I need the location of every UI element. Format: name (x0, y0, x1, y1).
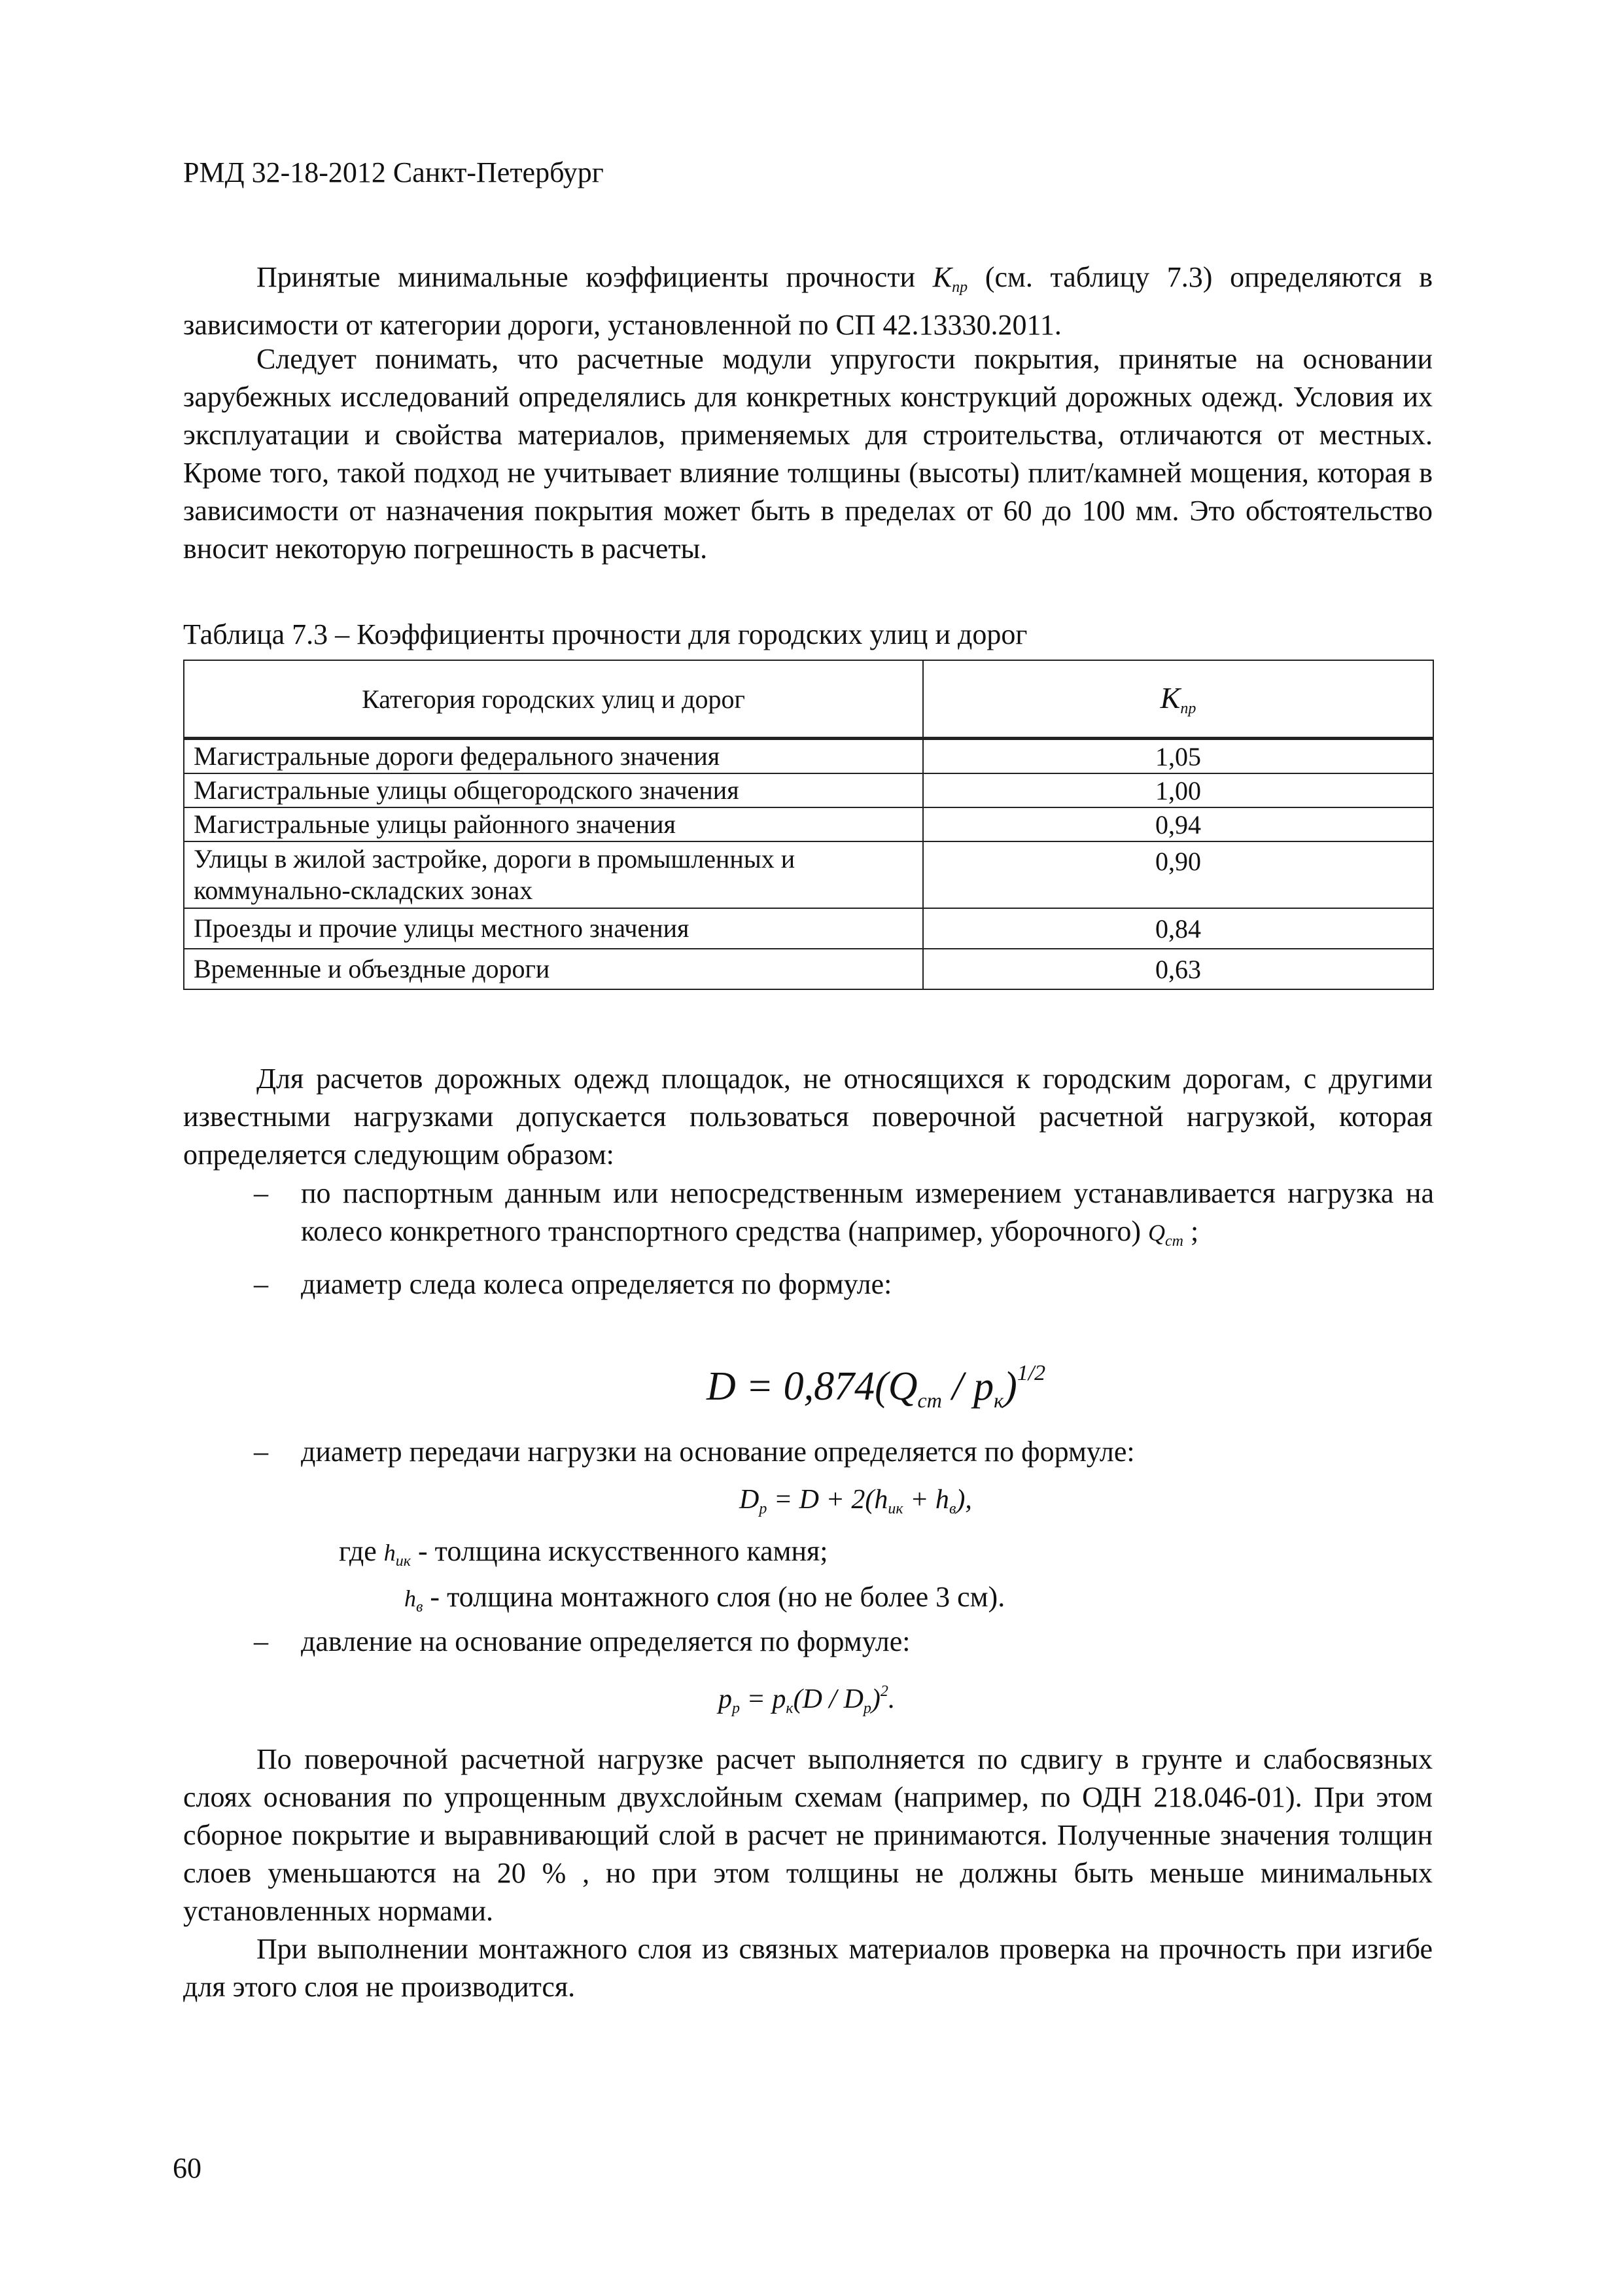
k-subscript: пр (952, 279, 968, 296)
table-row (184, 949, 1433, 989)
k-letter: K (932, 261, 952, 293)
table-row (184, 908, 1433, 949)
formula2-mid: = D + 2(h (767, 1485, 888, 1515)
table-cell-value: 0,84 (923, 908, 1433, 949)
paragraph-coefficients-text-start: Принятые минимальные коэффициенты прочности (256, 261, 916, 293)
bullet-wheel-load (254, 1174, 1434, 1260)
where-h-ik (339, 1534, 828, 1570)
formula3-sub-k: к (786, 1700, 794, 1717)
where-word: где (339, 1535, 377, 1567)
header-k-subscript: пр (1180, 699, 1196, 717)
bullet-wheel-diameter (254, 1265, 1434, 1303)
table-cell-value: 0,94 (923, 807, 1433, 841)
formula1-exponent: 1/2 (1017, 1361, 1046, 1385)
table-cell-category: Магистральные улицы общегородского значения (184, 773, 923, 807)
q-symbol (1147, 1220, 1183, 1250)
bullet-list-1 (254, 1174, 1434, 1303)
paragraph-coefficients (183, 258, 1433, 344)
coefficients-table (183, 660, 1434, 990)
bullet-base-pressure (254, 1623, 1434, 1661)
h-v-letter: h (404, 1585, 416, 1612)
formula2-sub-p: p (759, 1500, 767, 1517)
formula3-mid2: (D / D (793, 1684, 864, 1714)
formula3-sub-p: p (732, 1700, 740, 1717)
q-letter: Q (1147, 1220, 1165, 1246)
formula1-end: ) (1003, 1364, 1017, 1409)
formula-transfer-diameter (739, 1484, 972, 1518)
h-v-symbol (404, 1585, 423, 1616)
bullet-dash: – (254, 1268, 268, 1300)
table-row (184, 773, 1433, 807)
h-ik-symbol (383, 1540, 411, 1570)
bullet-base-pressure-text: давление на основание определяется по формуле: (301, 1625, 911, 1657)
table-cell-value: 0,90 (923, 841, 1433, 908)
bullet-dash: – (254, 1436, 268, 1468)
bullet-wheel-load-text: по паспортным данным или непосредственным измерением устанавливается нагрузка на колесо конкретного транспортного средства (например, уборочного) (301, 1177, 1434, 1247)
table-cell-category: Магистральные улицы районного значения (184, 807, 923, 841)
formula2-mid2: + h (903, 1485, 949, 1515)
formula1-sub-k: к (994, 1388, 1004, 1412)
bullet-transfer-diameter (254, 1433, 1434, 1471)
formula1-main: D = 0,874(Q (707, 1364, 918, 1409)
h-v-subscript: в (416, 1598, 423, 1616)
bullet-dash: – (254, 1625, 268, 1657)
formula3-mid: = p (740, 1684, 786, 1714)
header-k-symbol (923, 660, 1433, 739)
formula3-exponent: 2 (880, 1683, 888, 1700)
table-cell-category: Временные и объездные дороги (184, 949, 923, 989)
bullet-dash: – (254, 1177, 268, 1209)
formula2-end: ), (956, 1485, 972, 1515)
h-ik-letter: h (383, 1540, 396, 1566)
page-header: РМД 32-18-2012 Санкт-Петербург (183, 156, 604, 188)
h-ik-subscript: ик (395, 1553, 411, 1570)
k-symbol (932, 261, 968, 296)
table-header-row (184, 660, 1433, 739)
table-caption: Таблица 7.3 – Коэффициенты прочности для городских улиц и дорог (183, 618, 1028, 650)
formula3-end: ) (871, 1684, 881, 1714)
table-cell-category: Проезды и прочие улицы местного значения (184, 908, 923, 949)
bullet-list-2 (254, 1433, 1434, 1471)
formula-base-pressure (718, 1683, 895, 1718)
paragraph-mounting-layer: При выполнении монтажного слоя из связных материалов проверка на прочность при изгибе для этого слоя не производится. (183, 1933, 1433, 2003)
bullet-transfer-diameter-text: диаметр передачи нагрузки на основание определяется по формуле: (301, 1436, 1135, 1468)
paragraph-verification-load: Для расчетов дорожных одежд площадок, не относящихся к городским дорогам, с другими известными нагрузками допускается пользоваться поверочной расчетной нагрузкой, которая определяется следующим образом: (183, 1063, 1433, 1171)
bullet-wheel-diameter-text: диаметр следа колеса определяется по формуле: (301, 1268, 892, 1300)
formula1-sub-st: ст (917, 1388, 942, 1412)
formula2-sub-ik: ик (888, 1500, 903, 1517)
h-v-description: - толщина монтажного слоя (но не более 3 см). (430, 1581, 1005, 1613)
paragraph-shear-calculation: По поверочной расчетной нагрузке расчет выполняется по сдвигу в грунте и слабосвязных слоях основания по упрощенным двухслойным схемам (например, по ОДН 218.046-01). При этом сборное покрытие и выравнивающий слой в расчет не принимаются. Полученные значения толщин слоев уменьшаются на 20 % , но при этом толщины не должны быть меньше минимальных установленных нормами. (183, 1743, 1433, 1927)
h-ik-description: - толщина искусственного камня; (418, 1535, 828, 1567)
bullet-wheel-load-end: ; (1190, 1215, 1199, 1247)
paragraph-coefficients-text-end: (см. таблицу 7.3) определяются в зависимости от категории дороги, установленной по СП 42.13330.2011. (183, 261, 1433, 341)
header-category: Категория городских улиц и дорог (184, 660, 923, 739)
where-h-v (404, 1580, 1005, 1616)
table-cell-category: Магистральные дороги федерального значения (184, 739, 923, 774)
table-cell-value: 1,00 (923, 773, 1433, 807)
table-row (184, 807, 1433, 841)
paragraph-foreign-research: Следует понимать, что расчетные модули упругости покрытия, принятые на основании зарубежных исследований определялись для конкретных конструкций дорожных одежд. Условия их эксплуатации и свойства материалов, применяемых для строительства, отличаются от местных. Кроме того, такой подход не учитывает влияние толщины (высоты) плит/камней мощения, которая в зависимости от назначения покрытия может быть в пределах от 60 до 100 мм. Это обстоятельство вносит некоторую погрешность в расчеты. (183, 343, 1433, 565)
table-row (184, 841, 1433, 908)
table-cell-value: 1,05 (923, 739, 1433, 774)
formula3-main: p (718, 1684, 732, 1714)
page-number: 60 (173, 2152, 201, 2184)
formula3-sub-p2: p (863, 1700, 871, 1717)
formula1-mid: / p (941, 1364, 994, 1409)
table-cell-value: 0,63 (923, 949, 1433, 989)
formula-wheel-diameter (707, 1361, 1045, 1413)
table-cell-category: Улицы в жилой застройке, дороги в промышленных и коммунально-складских зонах (184, 841, 923, 908)
header-k-letter: K (1160, 680, 1181, 715)
formula2-sub-v: в (949, 1500, 956, 1517)
q-subscript: ст (1164, 1233, 1183, 1250)
formula3-tail: . (888, 1684, 896, 1714)
formula2-main: D (739, 1485, 759, 1515)
table-row (184, 739, 1433, 774)
bullet-list-3 (254, 1623, 1434, 1661)
